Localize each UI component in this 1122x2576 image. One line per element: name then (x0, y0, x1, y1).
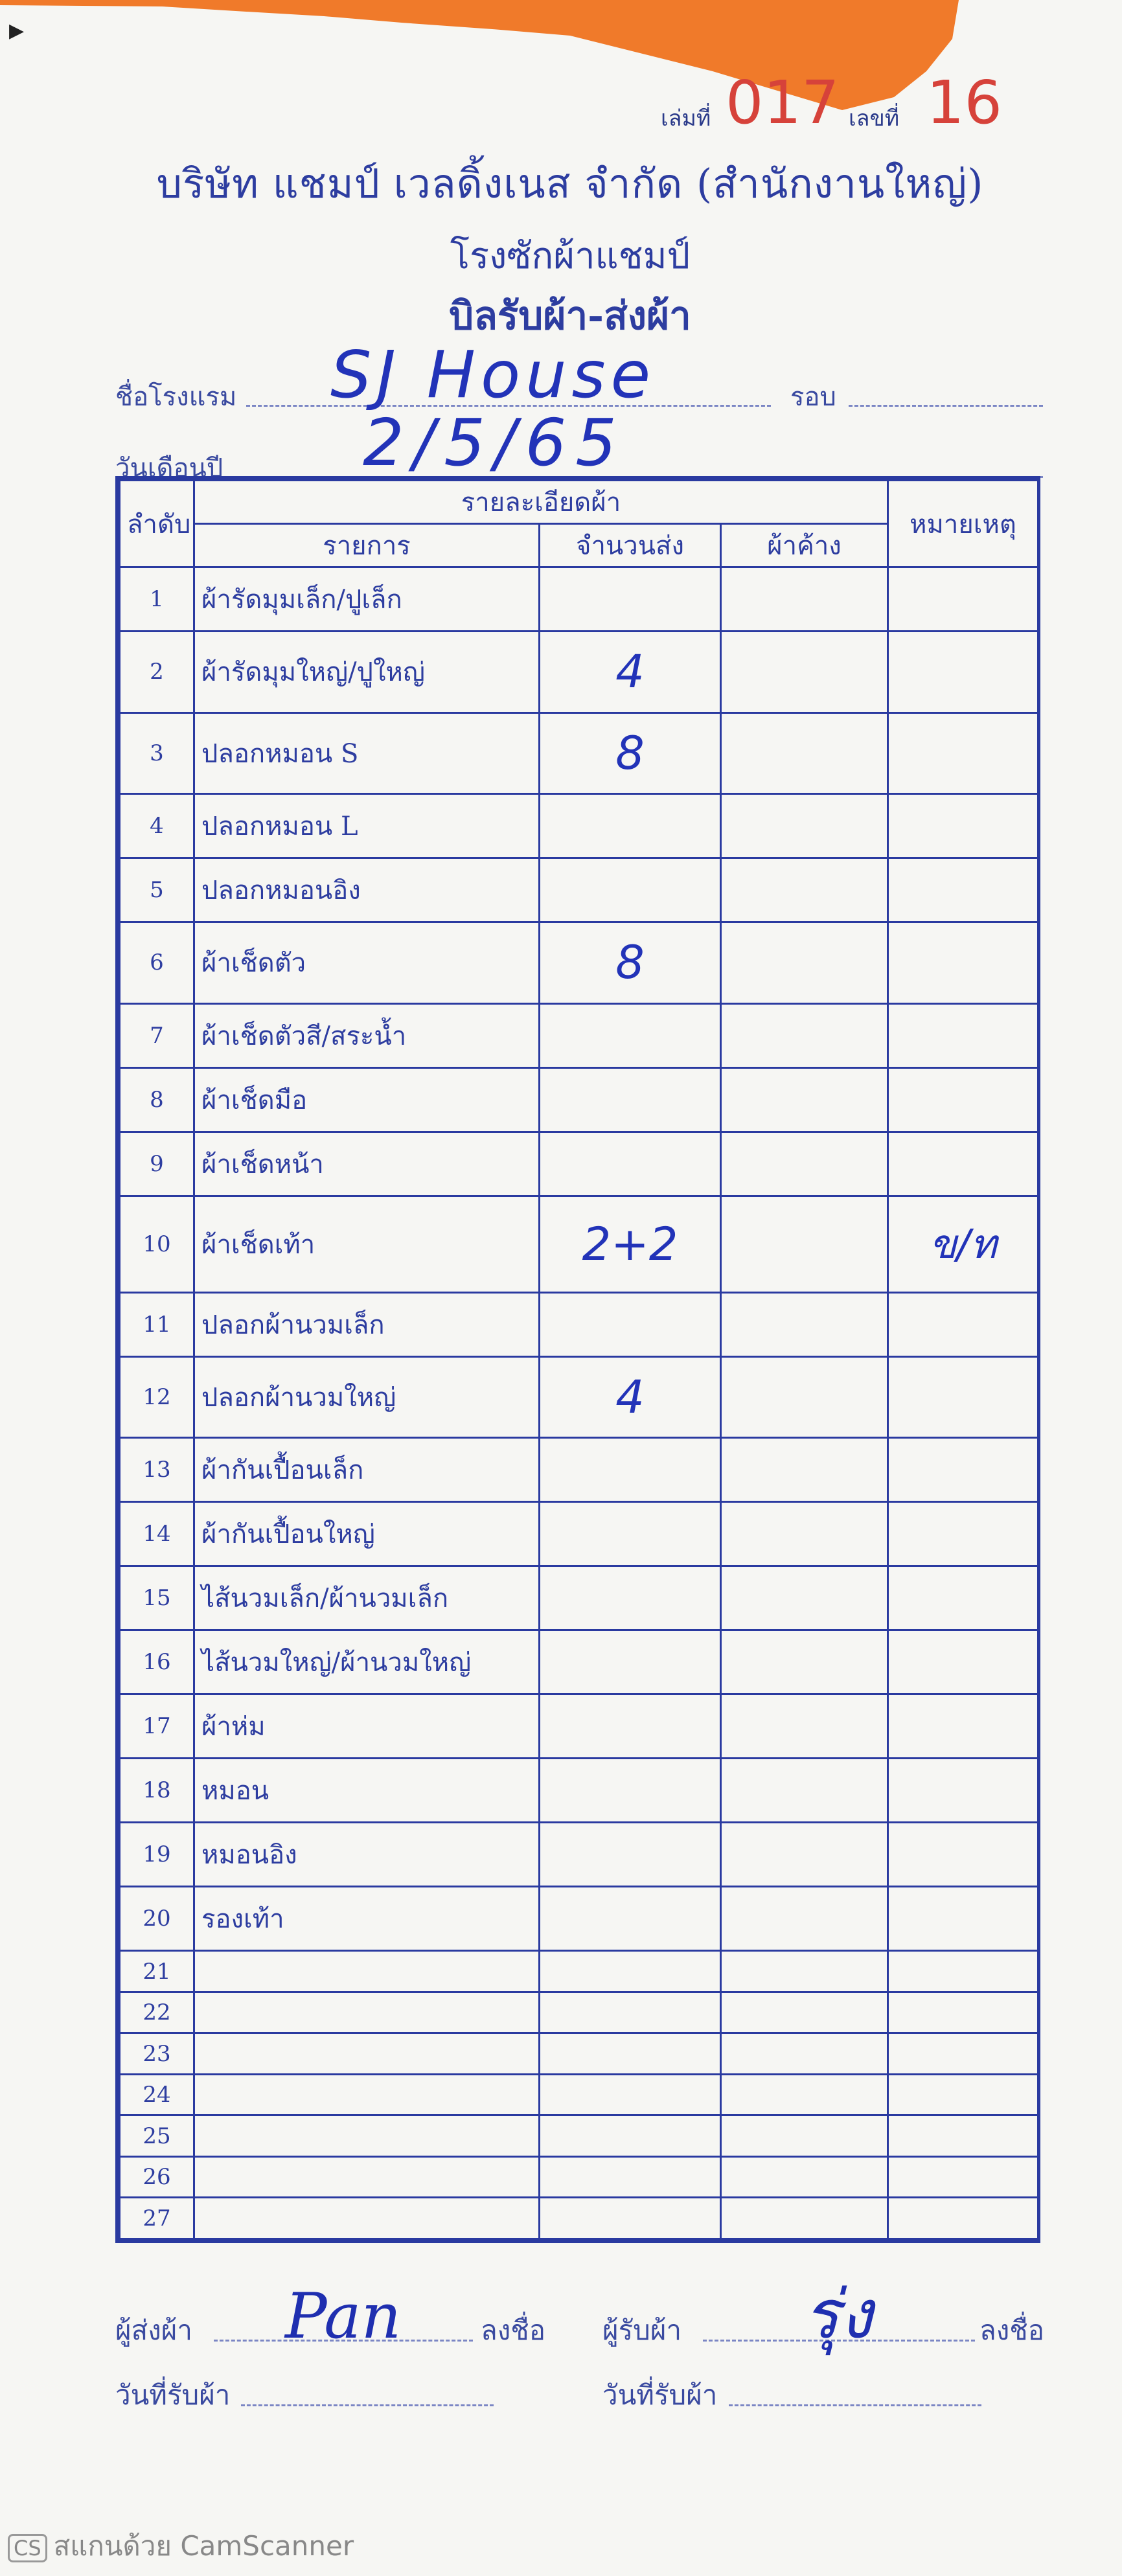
row-sent-qty (540, 1759, 721, 1823)
row-note (888, 1356, 1038, 1438)
table-row (120, 2033, 1038, 2075)
row-note (888, 794, 1038, 858)
row-number: 5 (120, 858, 194, 922)
row-item (194, 2115, 540, 2157)
row-pending-qty (721, 1132, 888, 1196)
table-row (120, 567, 1038, 632)
row-sent-qty: 8 (540, 712, 721, 794)
factory-name: โรงซักผ้าแชมป์ (450, 235, 691, 277)
row-pending-qty (721, 1992, 888, 2033)
row-pending-qty (721, 794, 888, 858)
row-sent-qty (540, 1292, 721, 1356)
row-number: 18 (120, 1759, 194, 1823)
table-row (120, 1132, 1038, 1196)
row-number: 16 (120, 1630, 194, 1694)
row-item: หมอน (194, 1759, 540, 1823)
row-item: ผ้าเช็ดตัว (194, 922, 540, 1004)
camscanner-logo-icon: CS (8, 2534, 47, 2562)
row-pending-qty (721, 1356, 888, 1438)
row-number: 12 (120, 1356, 194, 1438)
row-sent-qty: 8 (540, 922, 721, 1004)
row-number: 21 (120, 1951, 194, 1992)
row-sent-qty (540, 1502, 721, 1566)
row-note (888, 1992, 1038, 2033)
row-sent-qty (540, 1992, 721, 2033)
table-row (120, 1566, 1038, 1630)
row-pending-qty (721, 1823, 888, 1887)
row-pending-qty (721, 1003, 888, 1067)
row-pending-qty (721, 2198, 888, 2239)
row-note (888, 1003, 1038, 1067)
row-note (888, 1502, 1038, 1566)
laundry-table (115, 476, 1040, 2243)
row-number: 8 (120, 1067, 194, 1132)
table-row (120, 712, 1038, 794)
row-number: 14 (120, 1502, 194, 1566)
col-header-no: ลำดับ (120, 481, 194, 567)
row-sent-qty (540, 1438, 721, 1502)
receiver-sign-label: ลงชื่อ (979, 2314, 1044, 2346)
row-item (194, 1992, 540, 2033)
col-header-note: หมายเหตุ (888, 481, 1038, 567)
row-note (888, 567, 1038, 632)
row-number: 15 (120, 1566, 194, 1630)
table-row (120, 1951, 1038, 1992)
row-number: 23 (120, 2033, 194, 2075)
row-pending-qty (721, 567, 888, 632)
table-row (120, 1438, 1038, 1502)
row-number: 4 (120, 794, 194, 858)
table-row (120, 2115, 1038, 2157)
row-pending-qty (721, 1196, 888, 1292)
row-note (888, 712, 1038, 794)
row-item (194, 2156, 540, 2198)
receive-date-line-left (241, 2404, 494, 2406)
row-note (888, 1132, 1038, 1196)
row-pending-qty (721, 2033, 888, 2075)
row-item: รองเท้า (194, 1887, 540, 1951)
row-pending-qty (721, 858, 888, 922)
col-header-sent: จำนวนส่ง (540, 524, 721, 567)
row-number: 19 (120, 1823, 194, 1887)
row-sent-qty: 4 (540, 631, 721, 712)
row-pending-qty (721, 631, 888, 712)
row-sent-qty (540, 1067, 721, 1132)
receiver-label: ผู้รับผ้า (602, 2314, 682, 2346)
row-note (888, 1887, 1038, 1951)
row-note (888, 2074, 1038, 2115)
scan-marker-icon: ▶ (9, 19, 25, 42)
receiver-signature: รุ่ง (803, 2275, 873, 2354)
row-item: ไส้นวมใหญ่/ผ้านวมใหญ่ (194, 1630, 540, 1694)
row-note (888, 2115, 1038, 2157)
row-note (888, 2033, 1038, 2075)
camscanner-watermark (8, 2525, 461, 2564)
table-row (120, 1502, 1038, 1566)
row-number: 17 (120, 1694, 194, 1759)
row-item: ปลอกหมอน S (194, 712, 540, 794)
row-item: ปลอกผ้านวมเล็ก (194, 1292, 540, 1356)
row-sent-qty (540, 2156, 721, 2198)
row-number: 7 (120, 1003, 194, 1067)
row-note (888, 1566, 1038, 1630)
row-note (888, 1951, 1038, 1992)
row-sent-qty (540, 1132, 721, 1196)
row-sent-qty: 4 (540, 1356, 721, 1438)
row-pending-qty (721, 1067, 888, 1132)
row-number: 3 (120, 712, 194, 794)
row-item: ผ้าห่ม (194, 1694, 540, 1759)
row-item: ผ้าเช็ดเท้า (194, 1196, 540, 1292)
row-note (888, 1067, 1038, 1132)
row-note (888, 1759, 1038, 1823)
row-note (888, 2198, 1038, 2239)
row-number: 27 (120, 2198, 194, 2239)
hotel-label: ชื่อโรงแรม (115, 382, 237, 412)
table-row (120, 858, 1038, 922)
row-number: 2 (120, 631, 194, 712)
row-sent-qty (540, 2198, 721, 2239)
row-pending-qty (721, 1951, 888, 1992)
row-sent-qty (540, 567, 721, 632)
row-item: ปลอกหมอน L (194, 794, 540, 858)
row-number: 22 (120, 1992, 194, 2033)
table-row (120, 631, 1038, 712)
row-pending-qty (721, 1292, 888, 1356)
row-note: ข/ท (888, 1196, 1038, 1292)
row-note (888, 2156, 1038, 2198)
row-item: ผ้ารัดมุมใหญ่/ปูใหญ่ (194, 631, 540, 712)
table-row (120, 794, 1038, 858)
row-sent-qty (540, 1823, 721, 1887)
table-row (120, 1067, 1038, 1132)
table-row (120, 1694, 1038, 1759)
row-number: 1 (120, 567, 194, 632)
table-row (120, 922, 1038, 1004)
table-row (120, 1759, 1038, 1823)
row-item: หมอนอิง (194, 1823, 540, 1887)
row-sent-qty (540, 1887, 721, 1951)
sender-sign-label: ลงชื่อ (481, 2314, 545, 2346)
row-number: 9 (120, 1132, 194, 1196)
table-row (120, 1630, 1038, 1694)
company-name: บริษัท แชมป์ เวลดิ้งเนส จำกัด (สำนักงานใหญ่) (156, 160, 984, 207)
row-pending-qty (721, 1502, 888, 1566)
table-row (120, 2198, 1038, 2239)
row-sent-qty (540, 2033, 721, 2075)
round-label: รอบ (790, 382, 836, 412)
row-item: ไส้นวมเล็ก/ผ้านวมเล็ก (194, 1566, 540, 1630)
row-item (194, 2074, 540, 2115)
row-number: 10 (120, 1196, 194, 1292)
row-pending-qty (721, 1566, 888, 1630)
row-number: 11 (120, 1292, 194, 1356)
row-number: 6 (120, 922, 194, 1004)
row-note (888, 922, 1038, 1004)
row-note (888, 1630, 1038, 1694)
hotel-value: SJ House (330, 337, 656, 413)
row-pending-qty (721, 1759, 888, 1823)
bill-number: 16 (926, 68, 1003, 137)
row-item: ผ้าเช็ดมือ (194, 1067, 540, 1132)
camscanner-text: สแกนด้วย CamScanner (53, 2530, 354, 2562)
table-row (120, 2156, 1038, 2198)
row-item: ปลอกหมอนอิง (194, 858, 540, 922)
row-item: ผ้ากันเปื้อนเล็ก (194, 1438, 540, 1502)
row-note (888, 1694, 1038, 1759)
receive-date-label-right: วันที่รับผ้า (602, 2379, 718, 2411)
row-note (888, 1823, 1038, 1887)
row-sent-qty (540, 2115, 721, 2157)
table-row (120, 1292, 1038, 1356)
row-pending-qty (721, 922, 888, 1004)
table-row (120, 1003, 1038, 1067)
book-number: 017 (726, 68, 840, 137)
row-pending-qty (721, 2074, 888, 2115)
book-label: เล่มที่ (661, 106, 711, 131)
row-sent-qty (540, 1003, 721, 1067)
row-number: 24 (120, 2074, 194, 2115)
row-number: 13 (120, 1438, 194, 1502)
row-sent-qty (540, 1566, 721, 1630)
row-pending-qty (721, 712, 888, 794)
row-pending-qty (721, 1887, 888, 1951)
row-pending-qty (721, 1630, 888, 1694)
row-item (194, 2198, 540, 2239)
row-number: 25 (120, 2115, 194, 2157)
row-sent-qty (540, 1951, 721, 1992)
table-row (120, 1196, 1038, 1292)
row-item: ผ้าเช็ดหน้า (194, 1132, 540, 1196)
number-label: เลขที่ (849, 106, 900, 131)
round-line (849, 405, 1043, 407)
table-row (120, 1356, 1038, 1438)
row-note (888, 858, 1038, 922)
row-note (888, 1292, 1038, 1356)
receive-date-line-right (729, 2404, 981, 2406)
row-pending-qty (721, 1694, 888, 1759)
document-title: บิลรับผ้า-ส่งผ้า (449, 293, 691, 339)
row-sent-qty (540, 858, 721, 922)
row-pending-qty (721, 2156, 888, 2198)
table-row (120, 1992, 1038, 2033)
col-header-item: รายการ (194, 524, 540, 567)
receive-date-label-left: วันที่รับผ้า (115, 2379, 231, 2411)
row-item (194, 1951, 540, 1992)
date-label: วันเดือนปี (115, 453, 223, 483)
row-item: ผ้ากันเปื้อนใหญ่ (194, 1502, 540, 1566)
row-number: 20 (120, 1887, 194, 1951)
row-sent-qty (540, 2074, 721, 2115)
col-header-pending: ผ้าค้าง (721, 524, 888, 567)
row-note (888, 1438, 1038, 1502)
table-row (120, 1887, 1038, 1951)
row-sent-qty (540, 794, 721, 858)
sender-label: ผู้ส่งผ้า (115, 2314, 192, 2346)
row-number: 26 (120, 2156, 194, 2198)
table-row (120, 1823, 1038, 1887)
row-item: ผ้ารัดมุมเล็ก/ปูเล็ก (194, 567, 540, 632)
date-value: 2/5/65 (363, 405, 626, 481)
col-header-details: รายละเอียดผ้า (194, 481, 888, 524)
row-item: ผ้าเช็ดตัวสี/สระน้ำ (194, 1003, 540, 1067)
row-sent-qty: 2+2 (540, 1196, 721, 1292)
row-sent-qty (540, 1630, 721, 1694)
row-pending-qty (721, 2115, 888, 2157)
table-row (120, 2074, 1038, 2115)
row-note (888, 631, 1038, 712)
row-item: ปลอกผ้านวมใหญ่ (194, 1356, 540, 1438)
row-pending-qty (721, 1438, 888, 1502)
sender-signature: Pan (285, 2280, 402, 2353)
document-number (661, 68, 1062, 139)
row-item (194, 2033, 540, 2075)
row-sent-qty (540, 1694, 721, 1759)
